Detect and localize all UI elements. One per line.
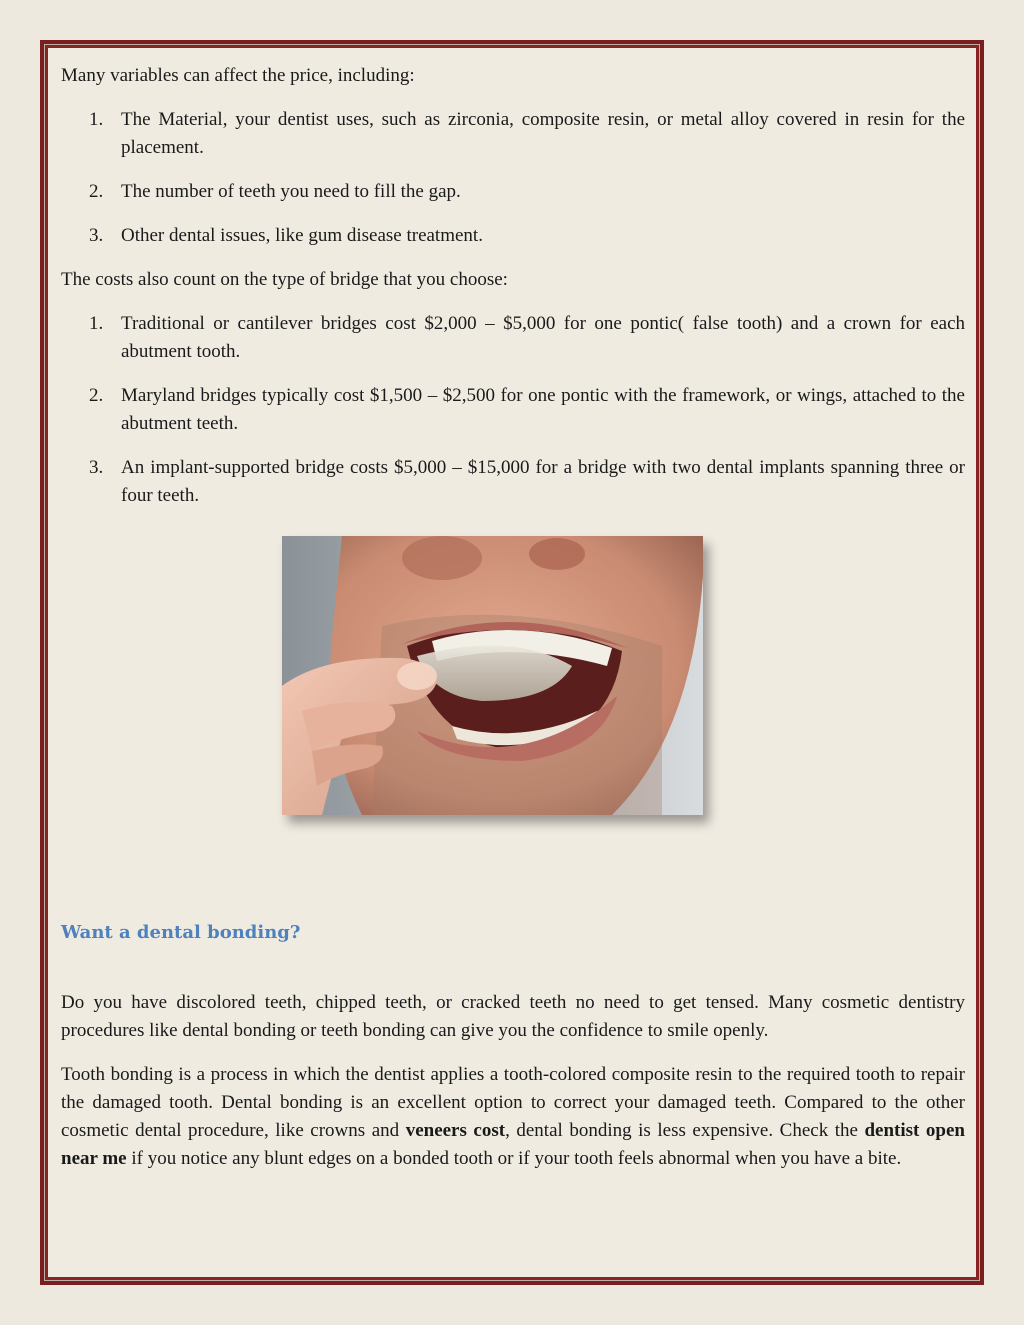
bonding-text xyxy=(61,989,965,1189)
page-border xyxy=(40,40,984,1285)
upper-text xyxy=(61,62,965,526)
bonding-paragraph-1: Do you have discolored teeth, chipped teeth, or cracked teeth no need to get tensed. Many cosmetic dentistry procedures like dental bonding or teeth bonding can give you the confidence to smile openly. xyxy=(61,992,965,1041)
intro-text: Many variables can affect the price, including: xyxy=(61,65,415,86)
mouth-guard-photo xyxy=(282,536,703,815)
bridge-costs-list xyxy=(61,310,965,510)
page-content-area xyxy=(45,45,979,1280)
list-item: 2. Maryland bridges typically cost $1,500 – $2,500 for one pontic with the framework, or wings, attached to the abutment teeth. xyxy=(89,385,965,434)
list-item: 3. An implant-supported bridge costs $5,000 – $15,000 for a bridge with two dental implants spanning three or four teeth. xyxy=(89,457,965,506)
bonding-paragraph-2: Tooth bonding is a process in which the dentist applies a tooth-colored composite resin to the required tooth to repair the damaged tooth. Dental bonding is an excellent option to correct your damaged teeth. Compared to the other cosmetic dental procedure, like crowns and veneers cost, dental bonding is less expensive. Check the dentist open near me if you notice any blunt edges on a bonded tooth or if your tooth feels abnormal when you have a bite. xyxy=(61,1064,965,1169)
variables-list xyxy=(61,106,965,250)
veneers-cost-link-text: veneers cost xyxy=(405,1120,506,1141)
list-item: 2. The number of teeth you need to fill the gap. xyxy=(89,181,461,202)
photo-illustration xyxy=(282,536,703,815)
costs-intro-text: The costs also count on the type of bridge that you choose: xyxy=(61,269,508,290)
list-item: 1. The Material, your dentist uses, such as zirconia, composite resin, or metal alloy covered in resin for the placement. xyxy=(89,109,965,158)
list-item: 3. Other dental issues, like gum disease treatment. xyxy=(89,225,483,246)
dentist-open-near-me-text: dentist open near me xyxy=(61,1120,965,1169)
list-item: 1. Traditional or cantilever bridges cost $2,000 – $5,000 for one pontic( false tooth) and a crown for each abutment tooth. xyxy=(89,313,965,362)
section-heading: Want a dental bonding? xyxy=(61,922,301,943)
